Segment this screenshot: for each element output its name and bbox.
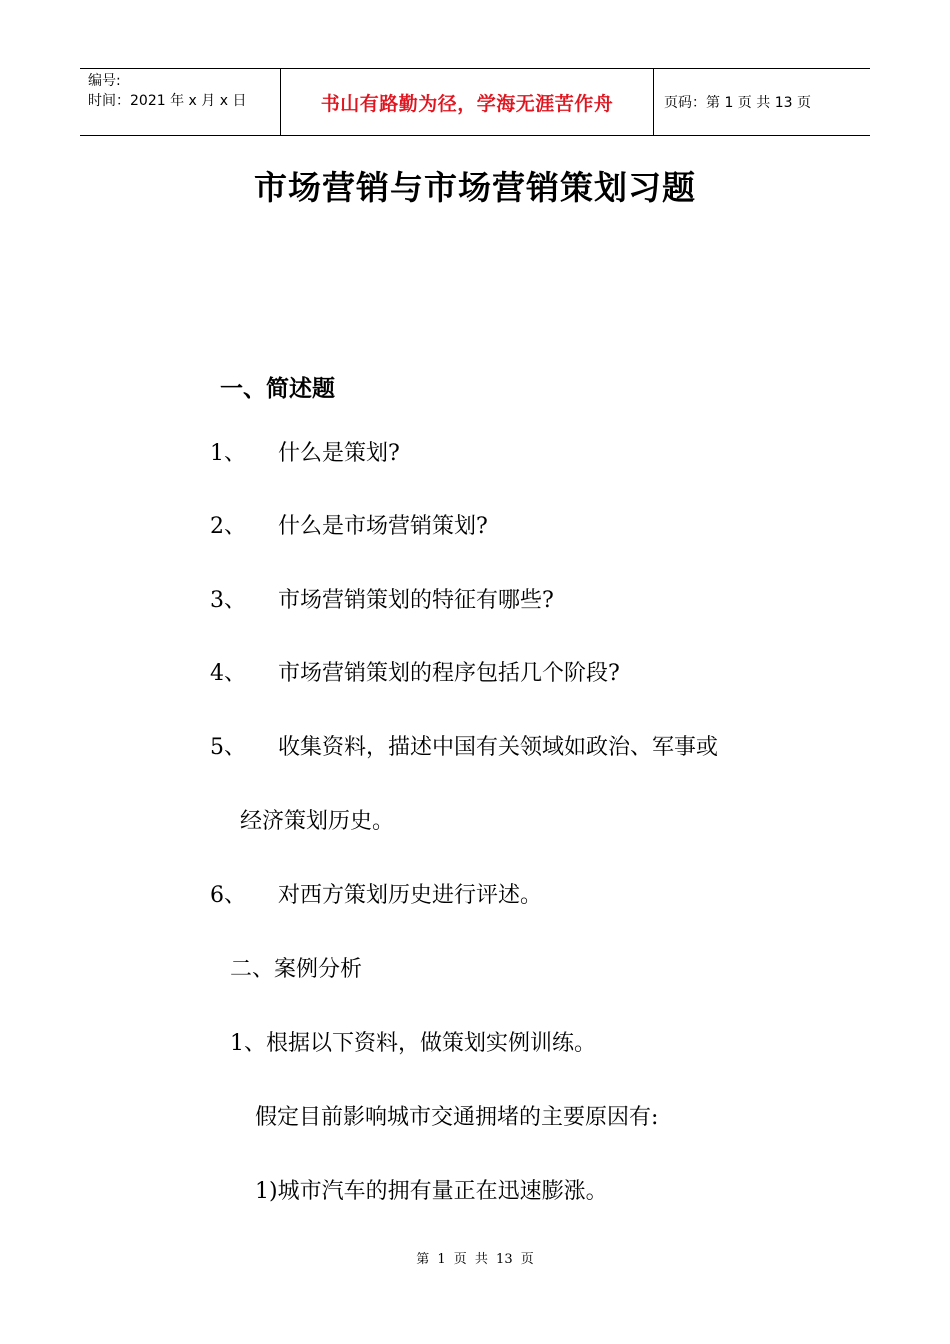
date-line: 时间：2021 年 x 月 x 日: [88, 93, 247, 109]
page-footer: 第 1 页 共 13 页: [416, 1252, 534, 1267]
header-left-cell: [80, 69, 281, 135]
question-number: 5、: [210, 735, 246, 760]
case-item: 1、根据以下资料，做策划实例训练。: [230, 1031, 596, 1056]
question-item: [210, 878, 542, 909]
question-item: [210, 583, 554, 614]
question-text: 收集资料，描述中国有关领域如政治、军事或: [278, 735, 719, 760]
question-text: 什么是策划?: [278, 441, 400, 466]
header-motto: 书山有路勤为径，学海无涯苦作舟: [281, 69, 654, 135]
question-text: 市场营销策划的特征有哪些?: [278, 588, 554, 613]
question-number: 6、: [210, 883, 246, 908]
case-intro: 假定目前影响城市交通拥堵的主要原因有:: [255, 1105, 659, 1130]
question-item: [210, 509, 488, 540]
number-label: 编号:: [88, 73, 121, 89]
question-number: 3、: [210, 588, 246, 613]
question-item: [210, 656, 620, 687]
question-number: 2、: [210, 514, 246, 539]
section-heading-short-answer: 一、简述题: [220, 376, 335, 402]
header-page-info: 页码：第 1 页 共 13 页: [664, 95, 811, 111]
document-title: 市场营销与市场营销策划习题: [254, 168, 696, 207]
question-item: [210, 436, 400, 467]
question-item: [210, 730, 718, 761]
question-text: 对西方策划历史进行评述。: [278, 883, 543, 908]
question-continuation: 经济策划历史。: [240, 809, 395, 834]
section-heading-case-analysis: 二、案例分析: [230, 957, 363, 982]
question-text: 什么是市场营销策划?: [278, 514, 488, 539]
page-header: [80, 68, 870, 136]
question-text: 市场营销策划的程序包括几个阶段?: [278, 661, 620, 686]
question-number: 4、: [210, 661, 246, 686]
case-reason: 1)城市汽车的拥有量正在迅速膨涨。: [255, 1179, 608, 1204]
question-number: 1、: [210, 441, 246, 466]
